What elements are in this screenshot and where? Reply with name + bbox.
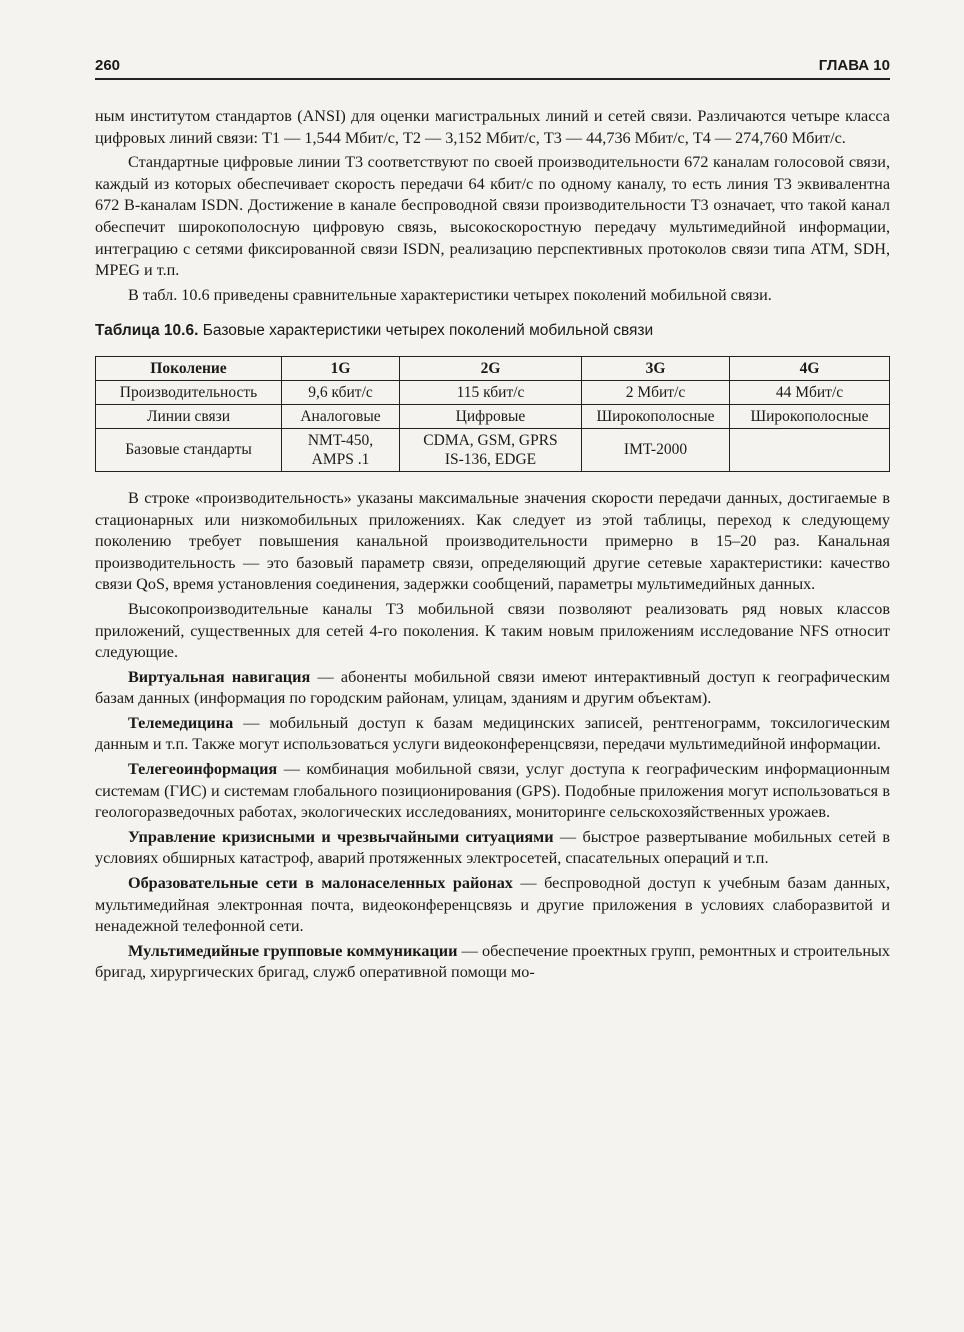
row-label: Производительность [96,380,282,404]
application-term: Мультимедийные групповые коммуникации [128,941,458,960]
page-header [95,48,890,80]
table-cell: IMT-2000 [582,428,730,471]
page-number: 260 [95,57,121,74]
application-item [95,941,890,984]
table-cell: Широкополосные [582,404,730,428]
table-row [96,428,890,471]
table-cell [282,428,400,471]
application-term: Телемедицина [128,713,234,732]
cell-line: AMPS .1 [311,450,370,468]
application-item [95,873,890,938]
paragraph: В табл. 10.6 приведены сравнительные характеристики четырех поколений мобильной связи. [128,285,772,304]
application-text: — беспроводной доступ к учебным базам данных, мультимедийная электронная почта, видеоконференцсвязь и другие приложения в условиях слаборазвитой и ненадежной телефонной сети. [95,874,890,936]
table-cell: 2 Мбит/с [582,380,730,404]
application-text: — обеспечение проектных групп, ремонтных и строительных бригад, хирургических бригад, служб оперативной помощи мо- [95,941,891,982]
application-item [95,827,890,870]
application-term: Виртуальная навигация [128,667,311,686]
body-text [95,106,890,984]
header-cell: 3G [582,356,730,380]
header-cell: 1G [282,356,400,380]
generations-table [95,356,890,472]
application-text: — комбинация мобильной связи, услуг доступа к географическим информационным системам (ГИС) и системам глобального позиционирования (GPS). Подобные приложения могут использоваться в геологоразведочных работах, экологических исследованиях, мониторинге сельскохозяйственных урожаев. [95,760,890,822]
header-cell: 4G [730,356,890,380]
application-term: Образовательные сети в малонаселенных районах [128,874,513,893]
application-text: — абоненты мобильной связи имеют интерактивный доступ к географическим базам данных (информация по городским районам, улицам, зданиям и другим объектам). [95,667,890,708]
book-page [95,48,890,984]
application-item [95,667,890,710]
row-label: Линии связи [96,404,282,428]
table-header-row [96,356,890,380]
application-text: — мобильный доступ к базам медицинских записей, рентгенограмм, токсилогическим данным и т.п. Также могут использоваться услуги видеоконференцсвязи, передачи мультимедийной информации. [95,713,890,754]
table-row [96,404,890,428]
application-term: Управление кризисными и чрезвычайными ситуациями [128,827,554,846]
table-cell: 44 Мбит/с [730,380,890,404]
paragraph: ным институтом стандартов (ANSI) для оценки магистральных линий и сетей связи. Различаются четыре класса цифровых линий связи: T1 — 1,544 Мбит/с, T2 — 3,152 Мбит/с, T3 — 44,736 Мбит/с, T4 — 274,760 Мбит/с. [95,107,890,147]
application-item [95,713,890,756]
table-cell [730,428,890,471]
table-cell [400,428,582,471]
table-caption [95,320,890,342]
row-label: Базовые стандарты [96,428,282,471]
cell-line: NMT-450, [307,431,374,449]
table-caption-label: Таблица 10.6. [95,322,199,340]
paragraph: В строке «производительность» указаны максимальные значения скорости передачи данных, достигаемые в стационарных или низкомобильных приложениях. Как следует из этой таблицы, переход к следующему поколению требует повышения канальной производительности примерно в 15–20 раз. Канальная производительность — это базовый параметр связи, определяющий другие сетевые характеристики: качество связи QoS, время установления соединения, задержки сообщений, параметры мультимедийных данных. [95,488,890,594]
table-cell: Широкополосные [730,404,890,428]
chapter-title: ГЛАВА 10 [818,57,890,74]
cell-line: IS-136, EDGE [444,450,537,468]
table-cell: 9,6 кбит/с [282,380,400,404]
table-cell: Цифровые [400,404,582,428]
application-term: Телегеоинформация [128,760,278,779]
paragraph: Высокопроизводительные каналы T3 мобильной связи позволяют реализовать ряд новых классов приложений, существенных для сетей 4-го поколения. К таким новым приложениям исследование NFS относит следующие. [95,599,890,662]
paragraph: Стандартные цифровые линии T3 соответствуют по своей производительности 672 каналам голосовой связи, каждый из которых обеспечивает скорость передачи 64 кбит/с по одному каналу, то есть линия T3 эквивалентна 672 В-каналам ISDN. Достижение в канале беспроводной связи производительности T3 означает, что такой канал обеспечит широкополосную цифровую связь, высокоскоростную передачу мультимедийной информации, интеграцию с сетями фиксированной связи ISDN, реализацию перспективных протоколов связи типа ATM, SDH, MPEG и т.п. [95,153,890,280]
table-row [96,380,890,404]
table-cell: 115 кбит/с [400,380,582,404]
cell-line: CDMA, GSM, GPRS [423,431,558,449]
table-cell: Аналоговые [282,404,400,428]
header-cell: Поколение [96,356,282,380]
header-cell: 2G [400,356,582,380]
application-text: — быстрое развертывание мобильных сетей в условиях обширных катастроф, аварий протяженных электросетей, спасательных операций и т.п. [95,827,890,868]
application-item [95,759,890,824]
table-caption-text: Базовые характеристики четырех поколений мобильной связи [202,322,654,340]
